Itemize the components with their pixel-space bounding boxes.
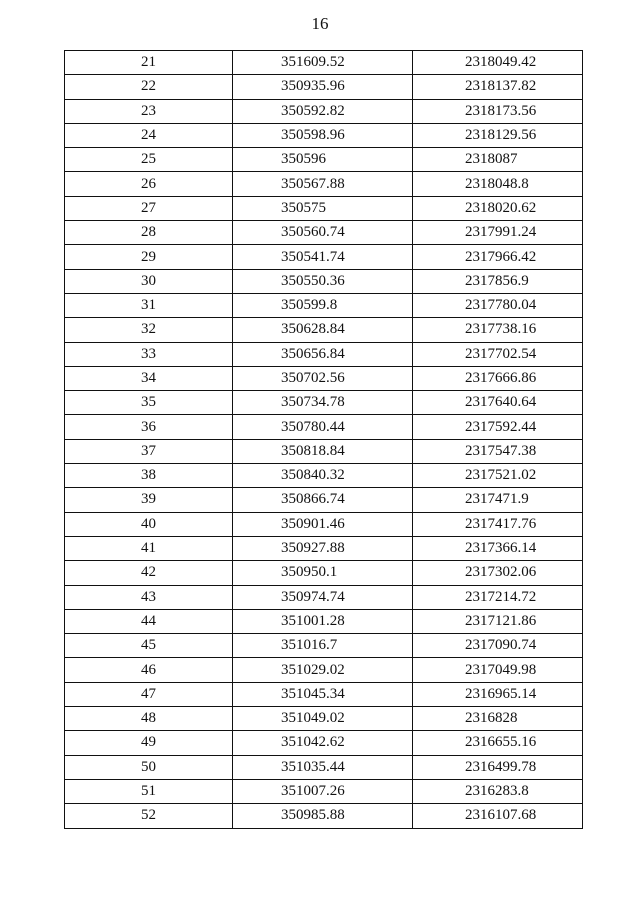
x-coordinate-cell: 350702.56: [233, 366, 413, 390]
y-coordinate-cell: 2316828: [413, 707, 583, 731]
point-number-cell: 21: [65, 51, 233, 75]
y-coordinate-cell: 2318137.82: [413, 75, 583, 99]
point-number-cell: 38: [65, 464, 233, 488]
table-row: [65, 318, 583, 342]
y-coordinate-cell: 2317214.72: [413, 585, 583, 609]
x-coordinate-cell: 351042.62: [233, 731, 413, 755]
x-coordinate-cell: 351001.28: [233, 609, 413, 633]
table-row: [65, 366, 583, 390]
point-number-cell: 51: [65, 779, 233, 803]
y-coordinate-cell: 2317738.16: [413, 318, 583, 342]
x-coordinate-cell: 350974.74: [233, 585, 413, 609]
y-coordinate-cell: 2317966.42: [413, 245, 583, 269]
y-coordinate-cell: 2317780.04: [413, 293, 583, 317]
x-coordinate-cell: 350592.82: [233, 99, 413, 123]
point-number-cell: 39: [65, 488, 233, 512]
point-number-cell: 49: [65, 731, 233, 755]
point-number-cell: 27: [65, 196, 233, 220]
y-coordinate-cell: 2317666.86: [413, 366, 583, 390]
table-row: [65, 755, 583, 779]
point-number-cell: 24: [65, 123, 233, 147]
x-coordinate-cell: 351045.34: [233, 682, 413, 706]
x-coordinate-cell: 350818.84: [233, 439, 413, 463]
point-number-cell: 52: [65, 804, 233, 828]
y-coordinate-cell: 2316655.16: [413, 731, 583, 755]
point-number-cell: 26: [65, 172, 233, 196]
y-coordinate-cell: 2316107.68: [413, 804, 583, 828]
table-row: [65, 415, 583, 439]
x-coordinate-cell: 350596: [233, 148, 413, 172]
point-number-cell: 37: [65, 439, 233, 463]
point-number-cell: 45: [65, 634, 233, 658]
point-number-cell: 42: [65, 561, 233, 585]
table-row: [65, 658, 583, 682]
point-number-cell: 34: [65, 366, 233, 390]
point-number-cell: 22: [65, 75, 233, 99]
y-coordinate-cell: 2318049.42: [413, 51, 583, 75]
table-row: [65, 391, 583, 415]
coordinates-table-body: [65, 51, 583, 829]
x-coordinate-cell: 350840.32: [233, 464, 413, 488]
table-row: [65, 196, 583, 220]
x-coordinate-cell: 351035.44: [233, 755, 413, 779]
x-coordinate-cell: 350598.96: [233, 123, 413, 147]
x-coordinate-cell: 350560.74: [233, 221, 413, 245]
table-row: [65, 342, 583, 366]
point-number-cell: 30: [65, 269, 233, 293]
x-coordinate-cell: 351049.02: [233, 707, 413, 731]
table-row: [65, 172, 583, 196]
table-row: [65, 512, 583, 536]
table-row: [65, 707, 583, 731]
x-coordinate-cell: 350541.74: [233, 245, 413, 269]
y-coordinate-cell: 2318129.56: [413, 123, 583, 147]
point-number-cell: 29: [65, 245, 233, 269]
point-number-cell: 36: [65, 415, 233, 439]
table-row: [65, 148, 583, 172]
table-row: [65, 804, 583, 828]
x-coordinate-cell: 350950.1: [233, 561, 413, 585]
y-coordinate-cell: 2317991.24: [413, 221, 583, 245]
point-number-cell: 25: [65, 148, 233, 172]
table-row: [65, 536, 583, 560]
table-row: [65, 634, 583, 658]
x-coordinate-cell: 350780.44: [233, 415, 413, 439]
point-number-cell: 41: [65, 536, 233, 560]
point-number-cell: 33: [65, 342, 233, 366]
table-row: [65, 609, 583, 633]
y-coordinate-cell: 2317640.64: [413, 391, 583, 415]
coordinates-table: [64, 50, 583, 829]
y-coordinate-cell: 2318020.62: [413, 196, 583, 220]
x-coordinate-cell: 351609.52: [233, 51, 413, 75]
point-number-cell: 43: [65, 585, 233, 609]
x-coordinate-cell: 350866.74: [233, 488, 413, 512]
table-row: [65, 269, 583, 293]
x-coordinate-cell: 350935.96: [233, 75, 413, 99]
x-coordinate-cell: 351016.7: [233, 634, 413, 658]
table-row: [65, 682, 583, 706]
y-coordinate-cell: 2317417.76: [413, 512, 583, 536]
y-coordinate-cell: 2316965.14: [413, 682, 583, 706]
x-coordinate-cell: 350575: [233, 196, 413, 220]
x-coordinate-cell: 350985.88: [233, 804, 413, 828]
x-coordinate-cell: 350656.84: [233, 342, 413, 366]
table-row: [65, 731, 583, 755]
point-number-cell: 46: [65, 658, 233, 682]
x-coordinate-cell: 350599.8: [233, 293, 413, 317]
table-row: [65, 99, 583, 123]
point-number-cell: 28: [65, 221, 233, 245]
y-coordinate-cell: 2316499.78: [413, 755, 583, 779]
y-coordinate-cell: 2318173.56: [413, 99, 583, 123]
table-row: [65, 51, 583, 75]
y-coordinate-cell: 2317366.14: [413, 536, 583, 560]
y-coordinate-cell: 2317121.86: [413, 609, 583, 633]
page-number: 16: [311, 14, 329, 33]
table-row: [65, 464, 583, 488]
table-row: [65, 561, 583, 585]
point-number-cell: 35: [65, 391, 233, 415]
y-coordinate-cell: 2317592.44: [413, 415, 583, 439]
y-coordinate-cell: 2317702.54: [413, 342, 583, 366]
y-coordinate-cell: 2317521.02: [413, 464, 583, 488]
x-coordinate-cell: 350628.84: [233, 318, 413, 342]
x-coordinate-cell: 351029.02: [233, 658, 413, 682]
point-number-cell: 47: [65, 682, 233, 706]
point-number-cell: 40: [65, 512, 233, 536]
table-row: [65, 293, 583, 317]
point-number-cell: 48: [65, 707, 233, 731]
table-row: [65, 439, 583, 463]
x-coordinate-cell: 350734.78: [233, 391, 413, 415]
table-row: [65, 245, 583, 269]
point-number-cell: 44: [65, 609, 233, 633]
y-coordinate-cell: 2318048.8: [413, 172, 583, 196]
x-coordinate-cell: 351007.26: [233, 779, 413, 803]
x-coordinate-cell: 350550.36: [233, 269, 413, 293]
table-row: [65, 221, 583, 245]
point-number-cell: 50: [65, 755, 233, 779]
y-coordinate-cell: 2317049.98: [413, 658, 583, 682]
y-coordinate-cell: 2317856.9: [413, 269, 583, 293]
table-row: [65, 585, 583, 609]
y-coordinate-cell: 2317302.06: [413, 561, 583, 585]
y-coordinate-cell: 2317090.74: [413, 634, 583, 658]
x-coordinate-cell: 350927.88: [233, 536, 413, 560]
y-coordinate-cell: 2318087: [413, 148, 583, 172]
table-row: [65, 779, 583, 803]
point-number-cell: 32: [65, 318, 233, 342]
table-row: [65, 123, 583, 147]
point-number-cell: 31: [65, 293, 233, 317]
point-number-cell: 23: [65, 99, 233, 123]
x-coordinate-cell: 350901.46: [233, 512, 413, 536]
table-row: [65, 488, 583, 512]
y-coordinate-cell: 2316283.8: [413, 779, 583, 803]
table-row: [65, 75, 583, 99]
x-coordinate-cell: 350567.88: [233, 172, 413, 196]
y-coordinate-cell: 2317471.9: [413, 488, 583, 512]
y-coordinate-cell: 2317547.38: [413, 439, 583, 463]
